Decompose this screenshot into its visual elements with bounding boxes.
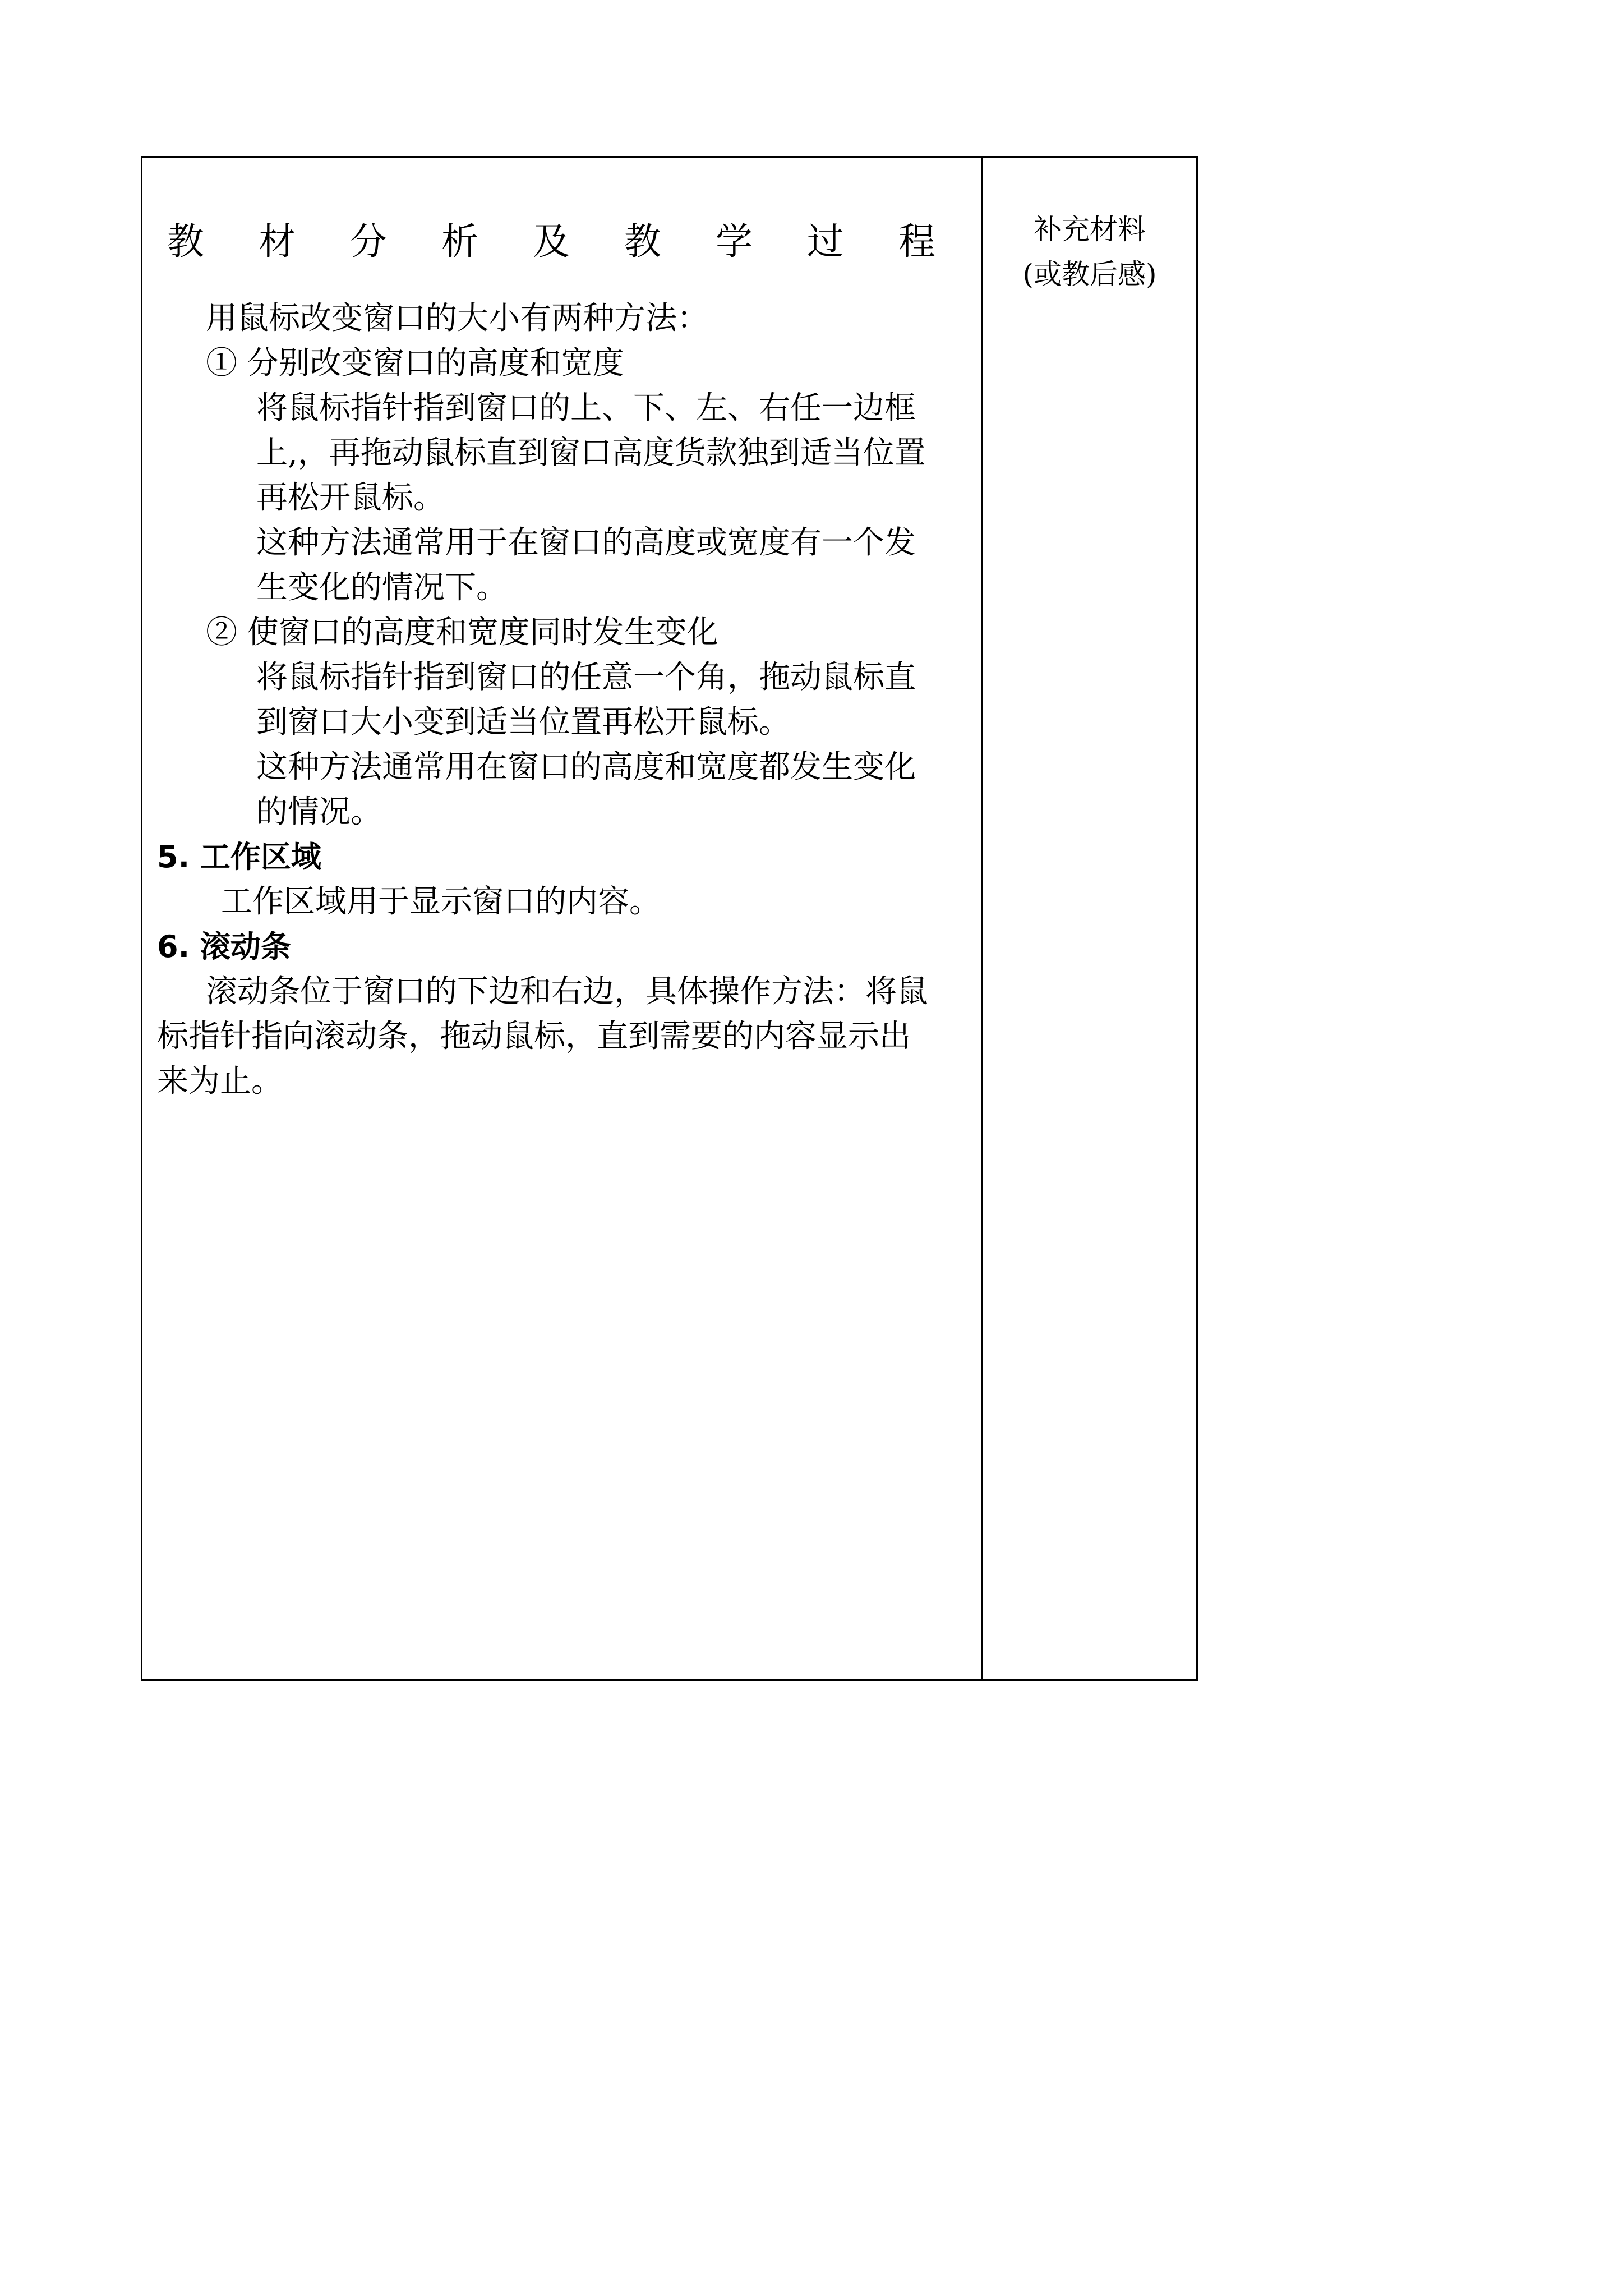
side-note-line: 补充材料 [1034, 213, 1146, 246]
method-1-line: 上,，再拖动鼠标直到窗口高度货款独到适当位置 [256, 435, 926, 471]
method-1-line: 将鼠标指针指到窗口的上、下、左、右任一边框 [256, 390, 916, 426]
side-column [983, 158, 1196, 1679]
method-1-line: 再松开鼠标。 [256, 480, 445, 516]
method-2-line: 这种方法通常用在窗口的高度和宽度都发生变化 [256, 749, 916, 785]
method-2-line: 将鼠标指针指到窗口的任意一个角，拖动鼠标直 [256, 659, 916, 696]
section-6-line: 标指针指向滚动条，拖动鼠标，直到需要的内容显示出 [157, 1018, 911, 1055]
page-title: 教 材 分 析 及 教 学 过 程 [167, 220, 957, 263]
main-column [142, 158, 981, 1679]
section-6-heading: 6. 滚动条 [157, 929, 291, 964]
section-6-line: 来为止。 [157, 1063, 283, 1099]
method-2-line: 到窗口大小变到适当位置再松开鼠标。 [256, 704, 790, 740]
side-note-line: (或教后感) [1022, 258, 1157, 291]
method-1-title: ① 分别改变窗口的高度和宽度 [206, 345, 624, 381]
intro-text: 用鼠标改变窗口的大小有两种方法： [206, 300, 708, 337]
method-1-line: 生变化的情况下。 [256, 569, 508, 606]
section-5-heading: 5. 工作区域 [157, 839, 321, 875]
method-2-line: 的情况。 [256, 794, 382, 830]
method-2-title: ② 使窗口的高度和宽度同时发生变化 [206, 614, 718, 651]
side-note [983, 207, 1196, 297]
method-1-line: 这种方法通常用于在窗口的高度或宽度有一个发 [256, 524, 916, 561]
section-6-line: 滚动条位于窗口的下边和右边，具体操作方法：将鼠 [206, 973, 928, 1010]
section-5-text: 工作区域用于显示窗口的内容。 [221, 884, 661, 920]
lesson-table [141, 156, 1198, 1681]
